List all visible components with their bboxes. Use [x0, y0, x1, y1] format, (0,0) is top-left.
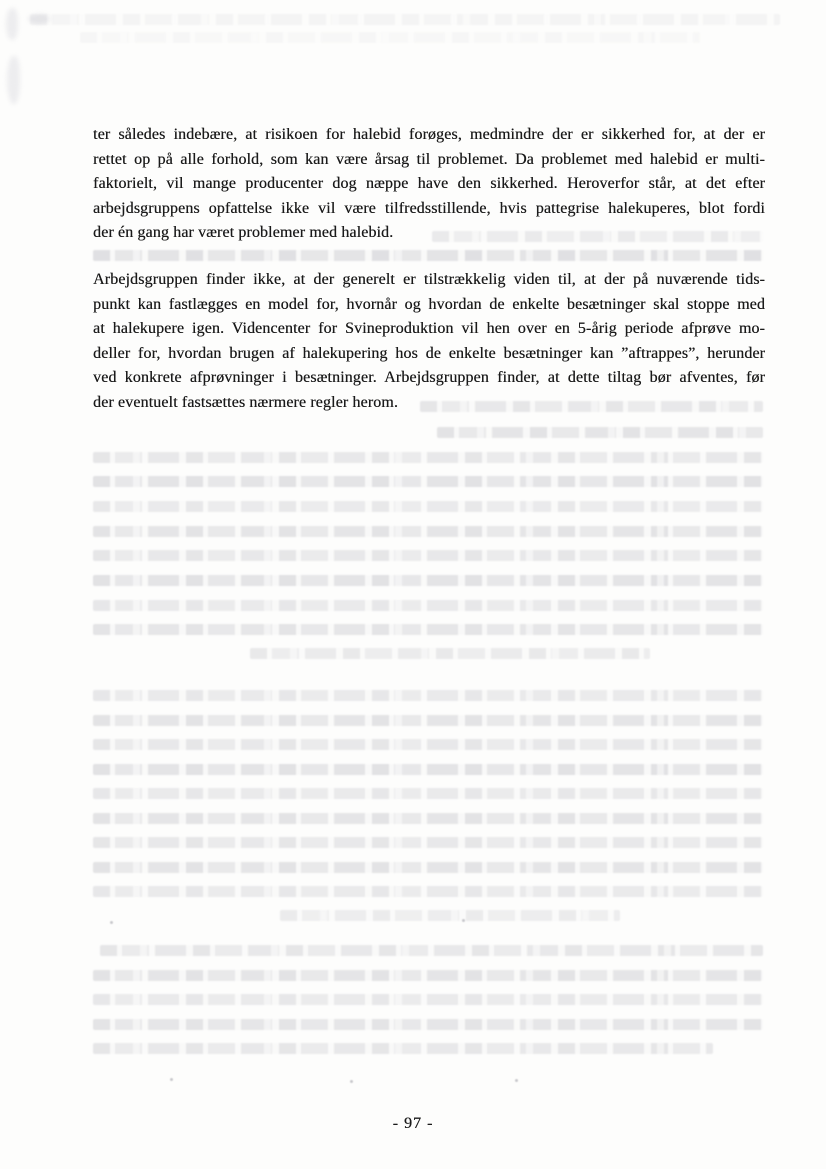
bleed-through-line [250, 648, 650, 659]
bleed-through-line [93, 600, 763, 611]
scan-speck [110, 921, 113, 924]
bleed-through-line [93, 501, 763, 512]
bleed-through-line [93, 526, 763, 537]
text-line: deller for, hvordan brugen af halekupering hos de enkelte besætninger kan ”aftrappes”, herunder [93, 344, 765, 362]
text-line: punkt kan fastlægges en model for, hvornår og hvordan de enkelte besætninger skal stoppe med [93, 295, 765, 313]
scan-speck [515, 1079, 518, 1082]
paragraph-1 [93, 123, 765, 246]
scan-speck [350, 1080, 353, 1083]
bleed-through-line [280, 910, 620, 921]
bleed-through-line [93, 886, 763, 897]
bleed-through-line [93, 624, 763, 635]
bleed-through-line [93, 788, 763, 799]
text-line: rettet op på alle forhold, som kan være årsag til problemet. Da problemet med halebid er multi- [93, 150, 765, 168]
text-line: faktorielt, vil mange producenter dog næppe have den sikkerhed. Heroverfor står, at det efter [93, 175, 765, 193]
bleed-through-line [93, 476, 763, 487]
bleed-through-line [93, 813, 763, 824]
text-line: der eventuelt fastsættes nærmere regler herom. [93, 393, 398, 411]
text-line: der én gang har været problemer med halebid. [93, 224, 394, 242]
bleed-through-line [93, 250, 763, 261]
text-line: arbejdsgruppens opfattelse ikke vil være tilfredsstillende, hvis pattegrise halekuperes, blot fordi [93, 199, 765, 217]
bleed-through-line [437, 427, 763, 438]
text-line: at halekupere igen. Videncenter for Svineproduktion vil hen over en 5-årig periode afprøve mo- [93, 320, 765, 338]
bleed-through-line [80, 32, 700, 43]
bleed-through-line [93, 452, 763, 463]
bleed-through-line [93, 994, 763, 1005]
text-line: Arbejdsgruppen finder ikke, at der generelt er tilstrækkelig viden til, at der på nuværende tids- [93, 271, 765, 288]
bleed-through-line [93, 715, 763, 726]
bleed-through-line [30, 14, 780, 25]
page-number: - 97 - [392, 1115, 434, 1132]
scan-speck [462, 919, 465, 922]
bleed-through-line [93, 1043, 713, 1054]
paragraph-2 [93, 268, 765, 416]
bleed-through-line [93, 764, 763, 775]
scan-smudge [7, 56, 20, 104]
bleed-through-line [93, 970, 763, 981]
bleed-through-line [93, 690, 763, 701]
bleed-through-line [93, 862, 763, 873]
bleed-through-line [100, 945, 763, 956]
scan-speck [170, 1078, 173, 1081]
bleed-through-line [93, 837, 763, 848]
scan-smudge [6, 8, 18, 40]
bleed-through-line [93, 739, 763, 750]
text-line: ter således indebære, at risikoen for halebid forøges, medmindre der er sikkerhed for, at der er [93, 126, 765, 143]
bleed-through-line [93, 575, 763, 586]
text-line: ved konkrete afprøvninger i besætninger. Arbejdsgruppen finder, at dette tiltag bør afventes, før [93, 369, 765, 387]
bleed-through-line [93, 1019, 763, 1030]
bleed-through-line [93, 550, 763, 561]
